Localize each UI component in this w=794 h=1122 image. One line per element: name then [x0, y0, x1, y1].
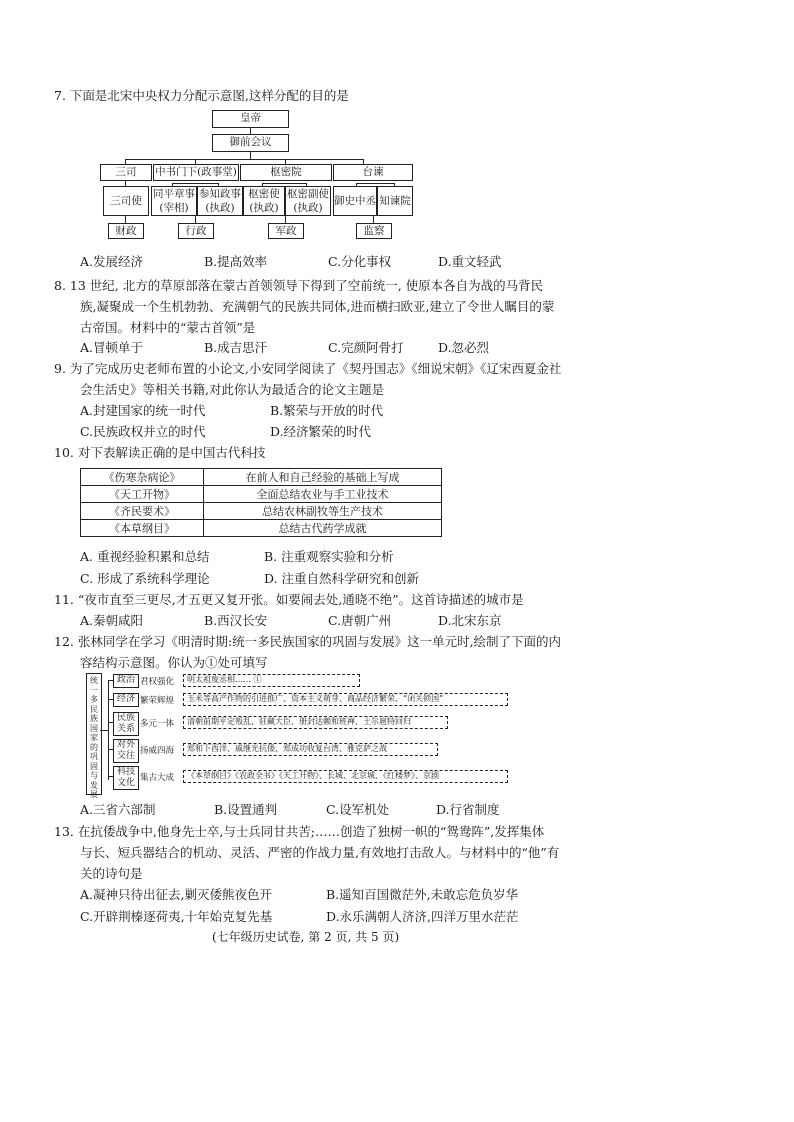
q8-line3: 古帝国。材料中的“蒙古首领”是 [80, 320, 256, 335]
content-foreign: 郑和下西洋、戚继光抗倭、郑成功收复台湾、雅克萨之战 [183, 743, 438, 756]
q10-option-a: A. 重视经验积累和总结 [80, 549, 210, 564]
q9-line2: 会生活史》等相关书籍,对此你认为最适合的论文主题是 [80, 382, 384, 397]
sub-sansishi: 三司使 [103, 186, 149, 216]
q12-line2: 容结构示意图。你认为①处可填写 [80, 655, 268, 670]
q13-line1: 13. 在抗倭战争中,他身先士卒,与士兵同甘共苦;……创造了独树一帜的“鸳鸯阵”,发挥集体 [54, 824, 545, 839]
q12-option-b: B.设置通判 [214, 802, 278, 817]
q7-option-a: A.发展经济 [80, 254, 144, 269]
q11-option-b: B.西汉长安 [204, 613, 268, 628]
q7-option-c: C.分化事权 [328, 254, 392, 269]
q11-option-a: A.秦朝咸阳 [80, 613, 144, 628]
q12-option-a: A.三省六部制 [80, 802, 156, 817]
sub-shumishi: 枢密使(执政) [243, 186, 285, 216]
q7-stem: 7. 下面是北宋中央权力分配示意图,这样分配的目的是 [54, 88, 349, 103]
science-table [80, 468, 442, 537]
q13-line3: 关的诗句是 [80, 866, 143, 881]
power-supervision: 监察 [356, 223, 392, 239]
q8-option-a: A.冒顿单于 [80, 340, 144, 355]
q8-option-d: D.忽必烈 [438, 340, 490, 355]
q9-option-d: D.经济繁荣的时代 [270, 424, 372, 439]
q8-line1: 8. 13 世纪, 北方的草原部落在蒙古首领领导下得到了空前统一, 使原本各自为战的马背民 [54, 278, 544, 293]
q10-stem: 10. 对下表解读正确的是中国古代科技 [54, 445, 266, 460]
content-culture: 《本草纲目》《农政全书》《天工开物》、长城、北京城、《红楼梦》、京剧 [183, 770, 508, 783]
branch-sansi: 三司 [100, 164, 152, 181]
power-finance: 财政 [108, 223, 144, 239]
q8-line2: 族,凝聚成一个生机勃勃、充满朝气的民族共同体,进而横扫欧亚,建立了令世人瞩目的蒙 [80, 299, 555, 314]
cat-politics: 政治 [113, 674, 139, 688]
q8-option-c: C.完颜阿骨打 [328, 340, 404, 355]
table-row: 《本草纲目》 总结古代药学成就 [81, 520, 442, 537]
q13-line2: 与长、短兵器结合的机动、灵活、严密的作战力量,有效地打击敌人。与材料中的“他”有 [80, 845, 560, 860]
table-row: 《齐民要术》 总结农林副牧等生产技术 [81, 503, 442, 520]
theme-culture: 集古大成 [140, 773, 175, 783]
emperor-box: 皇帝 [212, 110, 289, 128]
q11-stem: 11. “夜市直至三更尽,才五更又复开张。如要闹去处,通晓不绝”。这首诗描述的城市是 [54, 592, 524, 607]
sub-yushi: 御史中丞 [333, 186, 377, 216]
q9-line1: 9. 为了完成历史老师布置的小论文,小安同学阅读了《契丹国志》《细说宋朝》《辽宋西夏金社 [54, 361, 562, 376]
cat-ethnic: 民族关系 [113, 712, 139, 736]
table-row: 《天工开物》 全面总结农业与手工业技术 [81, 486, 442, 503]
q8-option-b: B.成吉思汗 [204, 340, 268, 355]
branch-shumi: 枢密院 [240, 164, 332, 181]
theme-foreign: 扬威四海 [140, 746, 175, 756]
cat-culture: 科技文化 [113, 766, 139, 790]
content-ethnic: 清朝前期平定叛乱、驻藏大臣、册封达赖和班禅、土尔扈特回归 [183, 716, 448, 729]
sub-zhijian: 知谏院 [377, 186, 413, 216]
q9-option-a: A.封建国家的统一时代 [80, 403, 206, 418]
q13-option-d: D.永乐满朝人济济,四洋万里水茫茫 [326, 909, 519, 924]
q13-option-b: B.遥知百国微茫外,未敢忘危负岁华 [326, 887, 519, 902]
content-economy: 玉米等高产作物的引进推广、资本主义萌芽、商品经济繁荣、“闭关锁国” [183, 693, 508, 706]
q7-option-b: B.提高效率 [204, 254, 268, 269]
q9-option-b: B.繁荣与开放的时代 [270, 403, 384, 418]
cat-economy: 经济 [113, 693, 139, 707]
q13-option-a: A.凝神只待出征去,剿灭倭熊夜色开 [80, 887, 272, 902]
power-admin: 行政 [178, 223, 214, 239]
q12-option-d: D.行省制度 [436, 802, 500, 817]
council-box: 御前会议 [212, 134, 289, 152]
branch-zhongshu: 中书门下(政事堂) [153, 164, 239, 181]
q7-option-d: D.重文轻武 [438, 254, 502, 269]
sub-shumifushi: 枢密副使(执政) [287, 188, 329, 214]
q10-option-b: B. 注重观察实验和分析 [264, 549, 394, 564]
cat-foreign: 对外交往 [113, 739, 139, 763]
content-politics: 明太祖废丞相…… ① [183, 674, 360, 687]
q10-option-d: D. 注重自然科学研究和创新 [264, 571, 420, 586]
diagram-root: 统一多民族国家的巩固与发展 [86, 673, 102, 795]
theme-politics: 君权强化 [140, 677, 175, 687]
branch-taijian: 台谏 [333, 164, 413, 181]
power-military: 军政 [268, 223, 304, 239]
q11-option-c: C.唐朝广州 [328, 613, 392, 628]
sub-zaixiang: 同平章事(宰相) [153, 188, 195, 214]
sub-canzhi: 参知政事(执政) [199, 188, 241, 214]
q12-option-c: C.设军机处 [326, 802, 390, 817]
table-row: 《伤寒杂病论》 在前人和自己经验的基础上写成 [81, 469, 442, 486]
q9-option-c: C.民族政权并立的时代 [80, 424, 206, 439]
theme-economy: 繁荣辉煌 [140, 696, 175, 706]
q10-option-c: C. 形成了系统科学理论 [80, 571, 210, 586]
theme-ethnic: 多元一体 [140, 719, 175, 729]
q12-line1: 12. 张林同学在学习《明清时期:统一多民族国家的巩固与发展》这一单元时,绘制了下面的内 [54, 634, 562, 649]
page-footer: (七年级历史试卷, 第 2 页, 共 5 页) [212, 930, 400, 944]
q11-option-d: D.北宋东京 [438, 613, 502, 628]
q13-option-c: C.开辟荆榛逐荷夷,十年始克复先基 [80, 909, 273, 924]
